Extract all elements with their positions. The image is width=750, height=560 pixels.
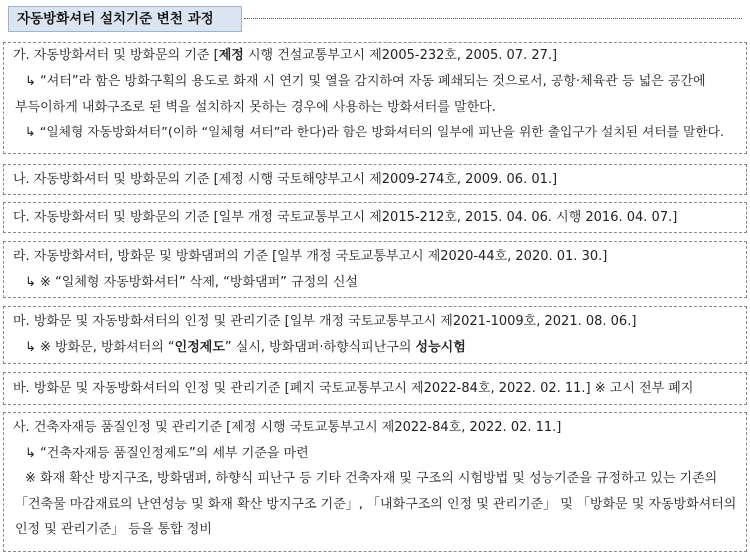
section-na bbox=[3, 164, 747, 195]
section-ra bbox=[3, 241, 747, 298]
note-text: ↳ ※ 방화문, 방화셔터의 “ bbox=[25, 339, 175, 355]
note-line: 「건축물 마감재료의 난연성능 및 화재 확산 방지구조 기준」, 「내화구조의 인정 및 관리기준」 및 「방화문 및 자동방화셔터의 bbox=[15, 496, 737, 512]
note-line: ↳ ※ “일체형 자동방화셔터” 삭제, “방화댐퍼” 규정의 신설 bbox=[25, 274, 358, 290]
section-da bbox=[3, 202, 747, 233]
note-line: ※ 화재 확산 방지구조, 방화댐퍼, 하향식 피난구 등 기타 건축자재 및 구조의 시험방법 및 성능기준을 규정하고 있는 기존의 bbox=[25, 471, 718, 486]
note-bold-text-2: 성능시험 bbox=[415, 339, 466, 355]
note-line: 인정 및 관리기준」 등을 통합 정비 bbox=[15, 522, 212, 537]
page-title: 자동방화셔터 설치기준 변천 과정 bbox=[8, 6, 242, 32]
section-heading: 바. 방화문 및 자동방화셔터의 인정 및 관리기준 [폐지 국토교통부고시 제2022-84호, 2022. 02. 11.] ※ 고시 전부 폐지 bbox=[13, 381, 694, 396]
section-ma bbox=[3, 306, 747, 364]
section-sa bbox=[3, 412, 747, 552]
section-heading: 다. 자동방화셔터 및 방화문의 기준 [일부 개정 국토교통부고시 제2015-212호, 2015. 04. 06. 시행 2016. 04. 07.] bbox=[13, 210, 678, 225]
note-line: 부득이하게 내화구조로 된 벽을 설치하지 못하는 경우에 사용하는 방화셔터를 말한다. bbox=[15, 99, 496, 115]
title-area bbox=[8, 6, 742, 32]
note-line: ↳ “셔터”라 함은 방화구획의 용도로 화재 시 연기 및 열을 감지하여 자동 폐쇄되는 것으로서, 공항·체육관 등 넓은 공간에 bbox=[25, 74, 706, 89]
section-heading bbox=[13, 43, 737, 69]
heading-text: 가. 자동방화셔터 및 방화문의 기준 [ bbox=[13, 48, 219, 63]
heading-text-rest: 시행 건설교통부고시 제2005-232호, 2005. 07. 27.] bbox=[243, 48, 558, 63]
heading-bold-text: 제정 bbox=[218, 48, 244, 63]
section-ba bbox=[3, 372, 747, 405]
section-heading: 나. 자동방화셔터 및 방화문의 기준 [제정 시행 국토해양부고시 제2009-274호, 2009. 06. 01.] bbox=[13, 172, 558, 187]
note-line: ↳ “건축자재등 품질인정제도”의 세부 기준을 마련 bbox=[25, 445, 309, 461]
note-text-mid: ” 실시, 방화댐퍼·하향식피난구의 bbox=[224, 339, 416, 355]
section-heading: 라. 자동방화셔터, 방화문 및 방화댐퍼의 기준 [일부 개정 국토교통부고시 제2020-44호, 2020. 01. 30.] bbox=[13, 249, 608, 264]
section-ga bbox=[3, 42, 747, 154]
section-heading: 사. 건축자재등 품질인정 및 관리기준 [제정 시행 국토교통부고시 제2022-84호, 2022. 02. 11.] bbox=[13, 420, 562, 435]
note-bold-text: 인정제도 bbox=[174, 339, 225, 355]
note-line: ↳ “일체형 자동방화셔터”(이하 “일체형 셔터”라 한다)라 함은 방화셔터의 일부에 피난을 위한 출입구가 설치된 셔터를 말한다. bbox=[25, 125, 725, 140]
section-heading: 마. 방화문 및 자동방화셔터의 인정 및 관리기준 [일부 개정 국토교통부고시 제2021-1009호, 2021. 08. 06.] bbox=[13, 314, 637, 329]
title-divider bbox=[244, 18, 742, 19]
note-line bbox=[13, 335, 737, 361]
